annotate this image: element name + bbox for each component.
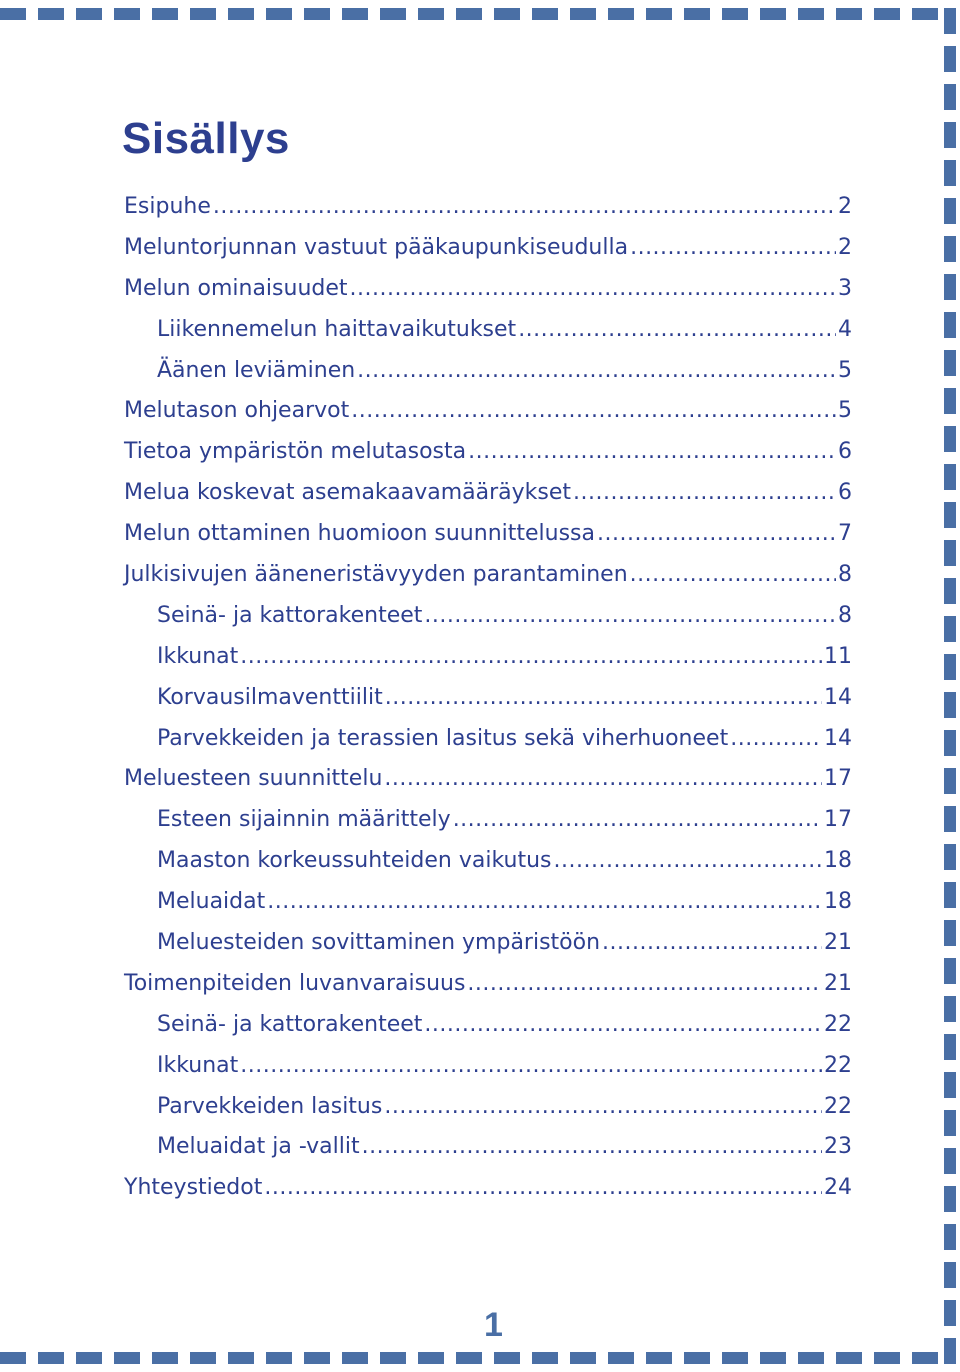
toc-entry[interactable] xyxy=(124,350,852,391)
toc-dot-leader xyxy=(573,480,836,505)
toc-entry[interactable] xyxy=(124,758,852,799)
toc-entry[interactable] xyxy=(124,881,852,922)
toc-entry-label: Yhteystiedot xyxy=(124,1175,263,1201)
toc-dot-leader xyxy=(597,521,836,546)
toc-entry[interactable] xyxy=(124,1045,852,1086)
toc-entry-page: 23 xyxy=(824,1134,852,1160)
toc-entry-label: Meluaidat xyxy=(157,889,266,915)
table-of-contents xyxy=(124,186,852,1208)
toc-dot-leader xyxy=(384,766,822,791)
toc-dot-leader xyxy=(240,644,822,669)
toc-dot-leader xyxy=(467,971,822,996)
toc-entry-label: Ikkunat xyxy=(157,1052,239,1078)
toc-entry-label: Ikkunat xyxy=(157,643,239,669)
toc-entry-label: Meluaidat ja -vallit xyxy=(157,1134,360,1160)
toc-entry-label: Esipuhe xyxy=(124,193,211,219)
toc-entry-label: Julkisivujen ääneneristävyyden parantaminen xyxy=(124,561,628,587)
toc-dot-leader xyxy=(240,1053,822,1078)
toc-dot-leader xyxy=(453,807,822,832)
toc-dot-leader xyxy=(554,848,823,873)
toc-dot-leader xyxy=(518,317,836,342)
toc-entry-label: Liikennemelun haittavaikutukset xyxy=(157,316,517,342)
toc-entry-label: Meluesteen suunnittelu xyxy=(124,766,383,792)
toc-entry-page: 22 xyxy=(824,1011,852,1037)
dashed-border-top xyxy=(0,8,945,20)
toc-entry-label: Korvausilmaventtiilit xyxy=(157,684,383,710)
toc-entry[interactable] xyxy=(124,840,852,881)
toc-entry[interactable] xyxy=(124,186,852,227)
toc-dot-leader xyxy=(630,562,836,587)
toc-entry[interactable] xyxy=(124,309,852,350)
toc-entry-label: Esteen sijainnin määrittely xyxy=(157,807,451,833)
toc-entry-page: 24 xyxy=(824,1175,852,1201)
toc-entry-page: 14 xyxy=(824,684,852,710)
toc-entry-label: Melun ominaisuudet xyxy=(124,275,348,301)
toc-entry-label: Parvekkeiden lasitus xyxy=(157,1093,383,1119)
toc-entry[interactable] xyxy=(124,554,852,595)
toc-dot-leader xyxy=(424,1012,822,1037)
toc-entry[interactable] xyxy=(124,1167,852,1208)
toc-entry-page: 5 xyxy=(838,398,852,424)
toc-dot-leader xyxy=(602,930,822,955)
toc-dot-leader xyxy=(630,235,836,260)
toc-entry[interactable] xyxy=(124,1004,852,1045)
toc-entry[interactable] xyxy=(124,595,852,636)
toc-entry-page: 8 xyxy=(838,561,852,587)
toc-entry-page: 14 xyxy=(824,725,852,751)
toc-entry[interactable] xyxy=(124,636,852,677)
toc-entry-label: Toimenpiteiden luvanvaraisuus xyxy=(124,970,466,996)
toc-dot-leader xyxy=(357,358,836,383)
toc-entry-page: 2 xyxy=(838,234,852,260)
toc-entry[interactable] xyxy=(124,922,852,963)
toc-entry-label: Parvekkeiden ja terassien lasitus sekä viherhuoneet xyxy=(157,725,729,751)
toc-entry-page: 22 xyxy=(824,1093,852,1119)
toc-entry-label: Seinä- ja kattorakenteet xyxy=(157,1011,423,1037)
toc-entry[interactable] xyxy=(124,677,852,718)
toc-entry-label: Melua koskevat asemakaavamääräykset xyxy=(124,480,572,506)
dashed-border-right xyxy=(944,8,956,1364)
toc-entry[interactable] xyxy=(124,227,852,268)
toc-entry-page: 18 xyxy=(824,889,852,915)
toc-entry-page: 17 xyxy=(824,807,852,833)
toc-entry[interactable] xyxy=(124,390,852,431)
toc-entry[interactable] xyxy=(124,963,852,1004)
toc-entry-page: 3 xyxy=(838,275,852,301)
toc-dot-leader xyxy=(362,1134,822,1159)
toc-entry-page: 21 xyxy=(824,929,852,955)
toc-entry-page: 17 xyxy=(824,766,852,792)
toc-entry[interactable] xyxy=(124,268,852,309)
toc-entry-label: Melutason ohjearvot xyxy=(124,398,350,424)
toc-dot-leader xyxy=(384,1094,822,1119)
dashed-border-bottom xyxy=(0,1352,945,1364)
toc-dot-leader xyxy=(424,603,836,628)
toc-dot-leader xyxy=(213,194,836,219)
toc-dot-leader xyxy=(385,685,822,710)
toc-entry-page: 4 xyxy=(838,316,852,342)
toc-entry-label: Äänen leviäminen xyxy=(157,357,356,383)
page-title: Sisällys xyxy=(122,114,290,163)
toc-entry[interactable] xyxy=(124,799,852,840)
toc-entry[interactable] xyxy=(124,1086,852,1127)
toc-entry-page: 8 xyxy=(838,602,852,628)
toc-entry-page: 6 xyxy=(838,439,852,465)
toc-entry-page: 2 xyxy=(838,193,852,219)
toc-dot-leader xyxy=(351,398,836,423)
toc-entry-label: Melun ottaminen huomioon suunnittelussa xyxy=(124,521,596,547)
page-number: 1 xyxy=(484,1306,503,1344)
toc-entry[interactable] xyxy=(124,472,852,513)
toc-entry-page: 7 xyxy=(838,521,852,547)
toc-entry[interactable] xyxy=(124,1126,852,1167)
toc-entry-page: 5 xyxy=(838,357,852,383)
toc-entry-page: 21 xyxy=(824,970,852,996)
toc-entry-page: 11 xyxy=(824,643,852,669)
toc-entry-label: Meluesteiden sovittaminen ympäristöön xyxy=(157,929,601,955)
toc-entry-page: 6 xyxy=(838,480,852,506)
toc-entry[interactable] xyxy=(124,513,852,554)
toc-entry-page: 22 xyxy=(824,1052,852,1078)
toc-dot-leader xyxy=(267,889,822,914)
toc-entry-label: Tietoa ympäristön melutasosta xyxy=(124,439,467,465)
toc-dot-leader xyxy=(264,1175,822,1200)
toc-entry[interactable] xyxy=(124,431,852,472)
toc-entry-label: Meluntorjunnan vastuut pääkaupunkiseudulla xyxy=(124,234,629,260)
toc-entry[interactable] xyxy=(124,718,852,759)
toc-entry-page: 18 xyxy=(824,848,852,874)
toc-entry-label: Seinä- ja kattorakenteet xyxy=(157,602,423,628)
toc-dot-leader xyxy=(730,726,822,751)
toc-entry-label: Maaston korkeussuhteiden vaikutus xyxy=(157,848,552,874)
toc-dot-leader xyxy=(350,276,836,301)
toc-dot-leader xyxy=(468,439,836,464)
